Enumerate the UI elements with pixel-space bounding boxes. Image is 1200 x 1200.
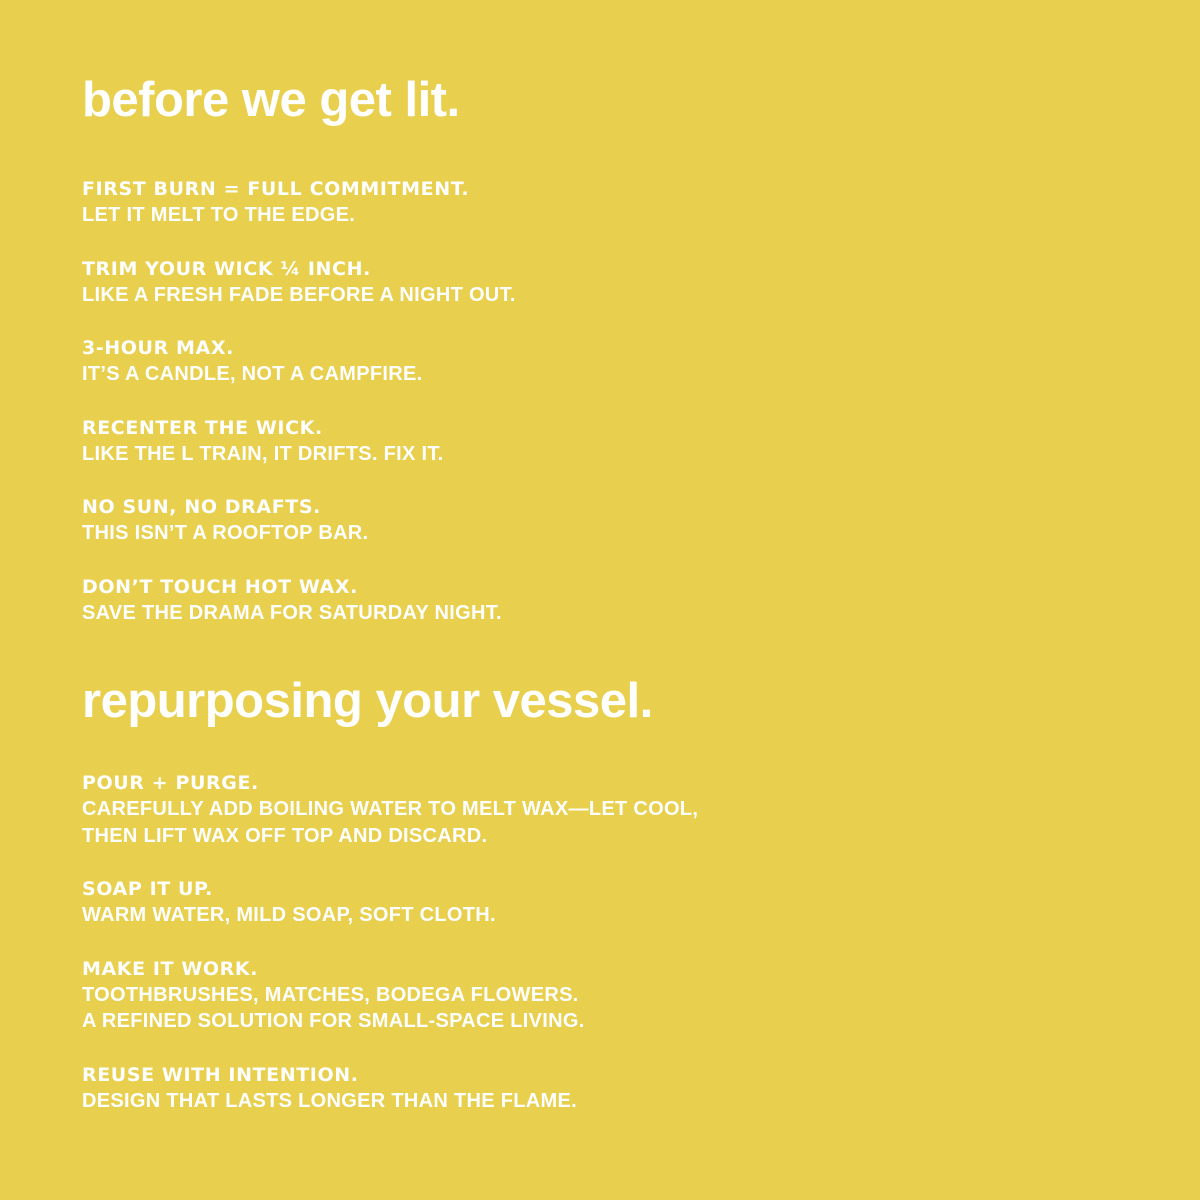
tip-item bbox=[82, 1062, 698, 1115]
tip-heading: DON’T TOUCH HOT WAX. bbox=[82, 575, 358, 598]
tip-heading: SOAP IT UP. bbox=[82, 878, 213, 900]
tip-heading: FIRST BURN = FULL COMMITMENT. bbox=[82, 178, 470, 200]
tip-description: IT’S A CANDLE, NOT A CAMPFIRE. bbox=[82, 363, 423, 385]
tip-heading: POUR + PURGE. bbox=[82, 772, 259, 794]
repurposing-tips-list bbox=[82, 770, 698, 1141]
section-title-before-we-get-lit: before we get lit. bbox=[82, 73, 460, 127]
tip-item bbox=[82, 176, 516, 229]
tip-description: SAVE THE DRAMA FOR SATURDAY NIGHT. bbox=[82, 601, 502, 624]
tip-heading: REUSE WITH INTENTION. bbox=[82, 1063, 359, 1086]
tip-description: THIS ISN’T A ROOFTOP BAR. bbox=[82, 522, 369, 544]
tip-heading: NO SUN, NO DRAFTS. bbox=[82, 496, 321, 518]
tip-description: A REFINED SOLUTION FOR SMALL-SPACE LIVING. bbox=[82, 1010, 585, 1032]
tip-description: LIKE THE L TRAIN, IT DRIFTS. FIX IT. bbox=[82, 442, 444, 465]
burning-tips-list bbox=[82, 176, 516, 653]
tip-heading: RECENTER THE WICK. bbox=[82, 416, 323, 439]
tip-item bbox=[82, 494, 516, 547]
tip-heading: MAKE IT WORK. bbox=[82, 957, 259, 980]
tip-heading: 3-HOUR MAX. bbox=[82, 337, 234, 359]
tip-description: WARM WATER, MILD SOAP, SOFT CLOTH. bbox=[82, 904, 496, 926]
tip-description: LIKE A FRESH FADE BEFORE A NIGHT OUT. bbox=[82, 283, 516, 306]
tip-item bbox=[82, 415, 516, 468]
tip-item bbox=[82, 574, 516, 627]
tip-heading: TRIM YOUR WICK ¼ INCH. bbox=[82, 257, 371, 280]
tip-item bbox=[82, 770, 698, 849]
tip-item bbox=[82, 256, 516, 309]
tip-description: TOOTHBRUSHES, MATCHES, BODEGA FLOWERS. bbox=[82, 983, 579, 1006]
tip-description: DESIGN THAT LASTS LONGER THAN THE FLAME. bbox=[82, 1089, 577, 1112]
tip-description: CAREFULLY ADD BOILING WATER TO MELT WAX—LET COOL, bbox=[82, 798, 699, 820]
tip-item bbox=[82, 956, 698, 1035]
tip-description: LET IT MELT TO THE EDGE. bbox=[82, 204, 356, 226]
section-title-repurposing: repurposing your vessel. bbox=[82, 674, 653, 728]
tip-description: THEN LIFT WAX OFF TOP AND DISCARD. bbox=[82, 824, 488, 847]
tip-item bbox=[82, 876, 698, 929]
tip-item bbox=[82, 335, 516, 388]
